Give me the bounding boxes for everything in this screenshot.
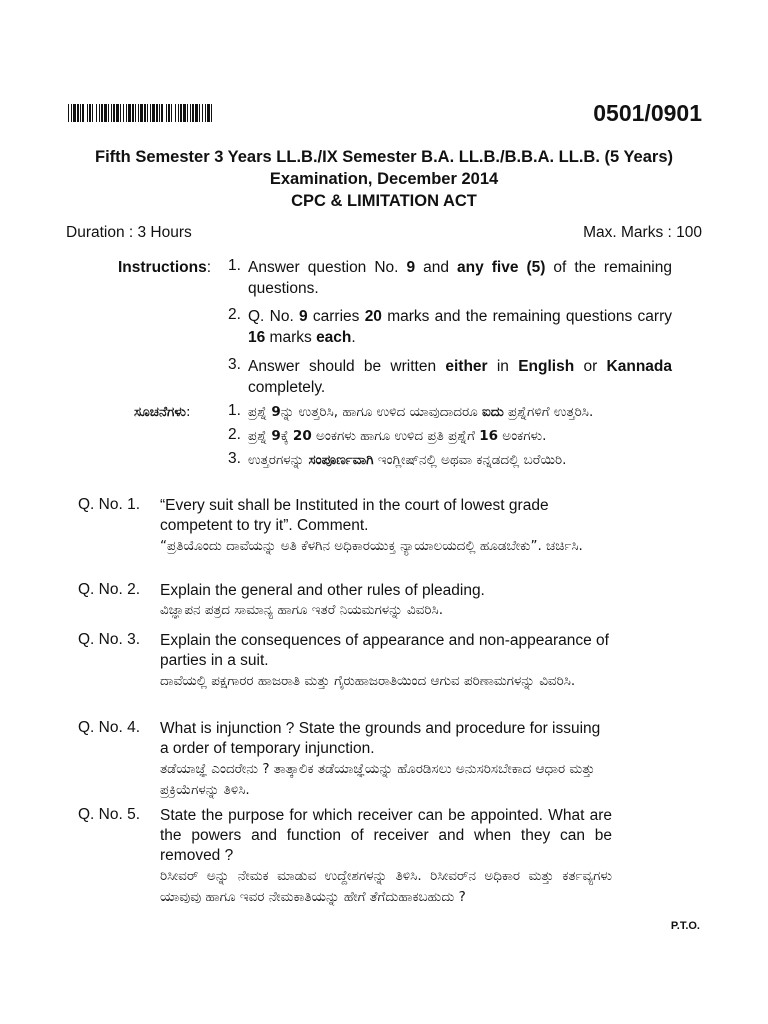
instruction-number: 2. [228,306,241,323]
kannada-instruction-2: ಪ್ರಶ್ನೆ 9ಕ್ಕೆ 20 ಅಂಕಗಳು ಹಾಗೂ ಉಳಿದ ಪ್ರತಿ ಪ್ರಶ್ನೆಗೆ 16 ಅಂಕಗಳು. [248,428,547,444]
instructions-label: Instructions: [118,259,212,276]
kannada-instruction-3: ಉತ್ತರಗಳನ್ನು ಸಂಪೂರ್ಣವಾಗಿ ಇಂಗ್ಲೀಷ್‌ನಲ್ಲಿ ಅಥವಾ ಕನ್ನಡದಲ್ಲಿ ಬರೆಯಿರಿ. [248,452,567,468]
question-label: Q. No. 4. [78,719,141,736]
paper-code: 0501/0901 [593,100,702,126]
question-4-kannada: ತಡೆಯಾಜ್ಞೆ ಎಂದರೇನು ? ತಾತ್ಕಾಲಿಕ ತಡೆಯಾಜ್ಞೆಯನ್ನು ಹೊರಡಿಸಲು ಅನುಸರಿಸಬೇಕಾದ ಆಧಾರ ಮತ್ತು ಪ್ರಕ್ರಿಯೆಗಳನ್ನು ತಿಳಿಸಿ. [160,761,595,798]
instruction-1: Answer question No. 9 and any five (5) of the remaining questions. [248,259,672,297]
question-2-english: Explain the general and other rules of pleading. [160,582,485,599]
question-label: Q. No. 1. [78,496,141,513]
question-label: Q. No. 3. [78,631,141,648]
kannada-instruction-1: ಪ್ರಶ್ನೆ 9ನ್ನು ಉತ್ತರಿಸಿ, ಹಾಗೂ ಉಳಿದ ಯಾವುದಾದರೂ ಐದು ಪ್ರಶ್ನೆಗಳಿಗೆ ಉತ್ತರಿಸಿ. [248,404,594,420]
question-label: Q. No. 2. [78,581,141,598]
kannada-instructions-label: ಸೂಚನೆಗಳು: [134,404,191,420]
instruction-number: 3. [228,356,241,373]
please-turn-over: P.T.O. [670,920,700,932]
question-1-kannada: “ಪ್ರತಿಯೊಂದು ದಾವೆಯನ್ನು ಅತಿ ಕೆಳಗಿನ ಅಧಿಕಾರಯುಕ್ತ ನ್ಯಾಯಾಲಯದಲ್ಲಿ ಹೂಡಬೇಕು”. ಚರ್ಚಿಸಿ. [160,538,583,554]
exam-session: Examination, December 2014 [269,170,499,188]
subject-title: CPC & LIMITATION ACT [291,192,477,210]
question-1-english: “Every suit shall be Instituted in the court of lowest grade competent to try it”. Comment. [160,497,549,534]
duration: Duration : 3 Hours [66,224,192,241]
instruction-3: Answer should be written either in English or Kannada completely. [248,358,672,396]
question-label: Q. No. 5. [78,806,141,823]
question-4-english: What is injunction ? State the grounds and procedure for issuing a order of temporary injunction. [160,720,601,757]
question-5-kannada: ರಿಸೀವರ್ ಅನ್ನು ನೇಮಕ ಮಾಡುವ ಉದ್ದೇಶಗಳನ್ನು ತಿಳಿಸಿ. ರಿಸೀವರ್‌ನ ಅಧಿಕಾರ ಮತ್ತು ಕರ್ತವ್ಯಗಳು ಯಾವುವು ಹಾಗೂ ಇವರ ನೇಮಕಾತಿಯನ್ನು ಹೇಗೆ ತೆಗೆದುಹಾಕಬಹುದು ? [160,868,612,905]
exam-title: Fifth Semester 3 Years LL.B./IX Semester B.A. LL.B./B.B.A. LL.B. (5 Years) [95,148,673,166]
barcode [68,104,212,122]
question-5-english: State the purpose for which receiver can be appointed. What are the powers and function of receiver and when they can be removed ? [160,807,612,864]
question-3-kannada: ದಾವೆಯಲ್ಲಿ ಪಕ್ಷಗಾರರ ಹಾಜರಾತಿ ಮತ್ತು ಗೈರುಹಾಜರಾತಿಯಿಂದ ಆಗುವ ಪರಿಣಾಮಗಳನ್ನು ವಿವರಿಸಿ. [160,673,576,689]
kannada-instruction-number: 2. [228,426,241,443]
kannada-instruction-number: 1. [228,402,241,419]
kannada-instruction-number: 3. [228,450,241,467]
instruction-2: Q. No. 9 carries 20 marks and the remaining questions carry 16 marks each. [248,308,672,346]
max-marks: Max. Marks : 100 [583,224,702,241]
question-3-english: Explain the consequences of appearance and non-appearance of parties in a suit. [160,632,609,669]
instruction-number: 1. [228,257,241,274]
question-2-kannada: ವಿಜ್ಞಾಪನ ಪತ್ರದ ಸಾಮಾನ್ಯ ಹಾಗೂ ಇತರೆ ನಿಯಮಗಳನ್ನು ವಿವರಿಸಿ. [160,602,444,618]
